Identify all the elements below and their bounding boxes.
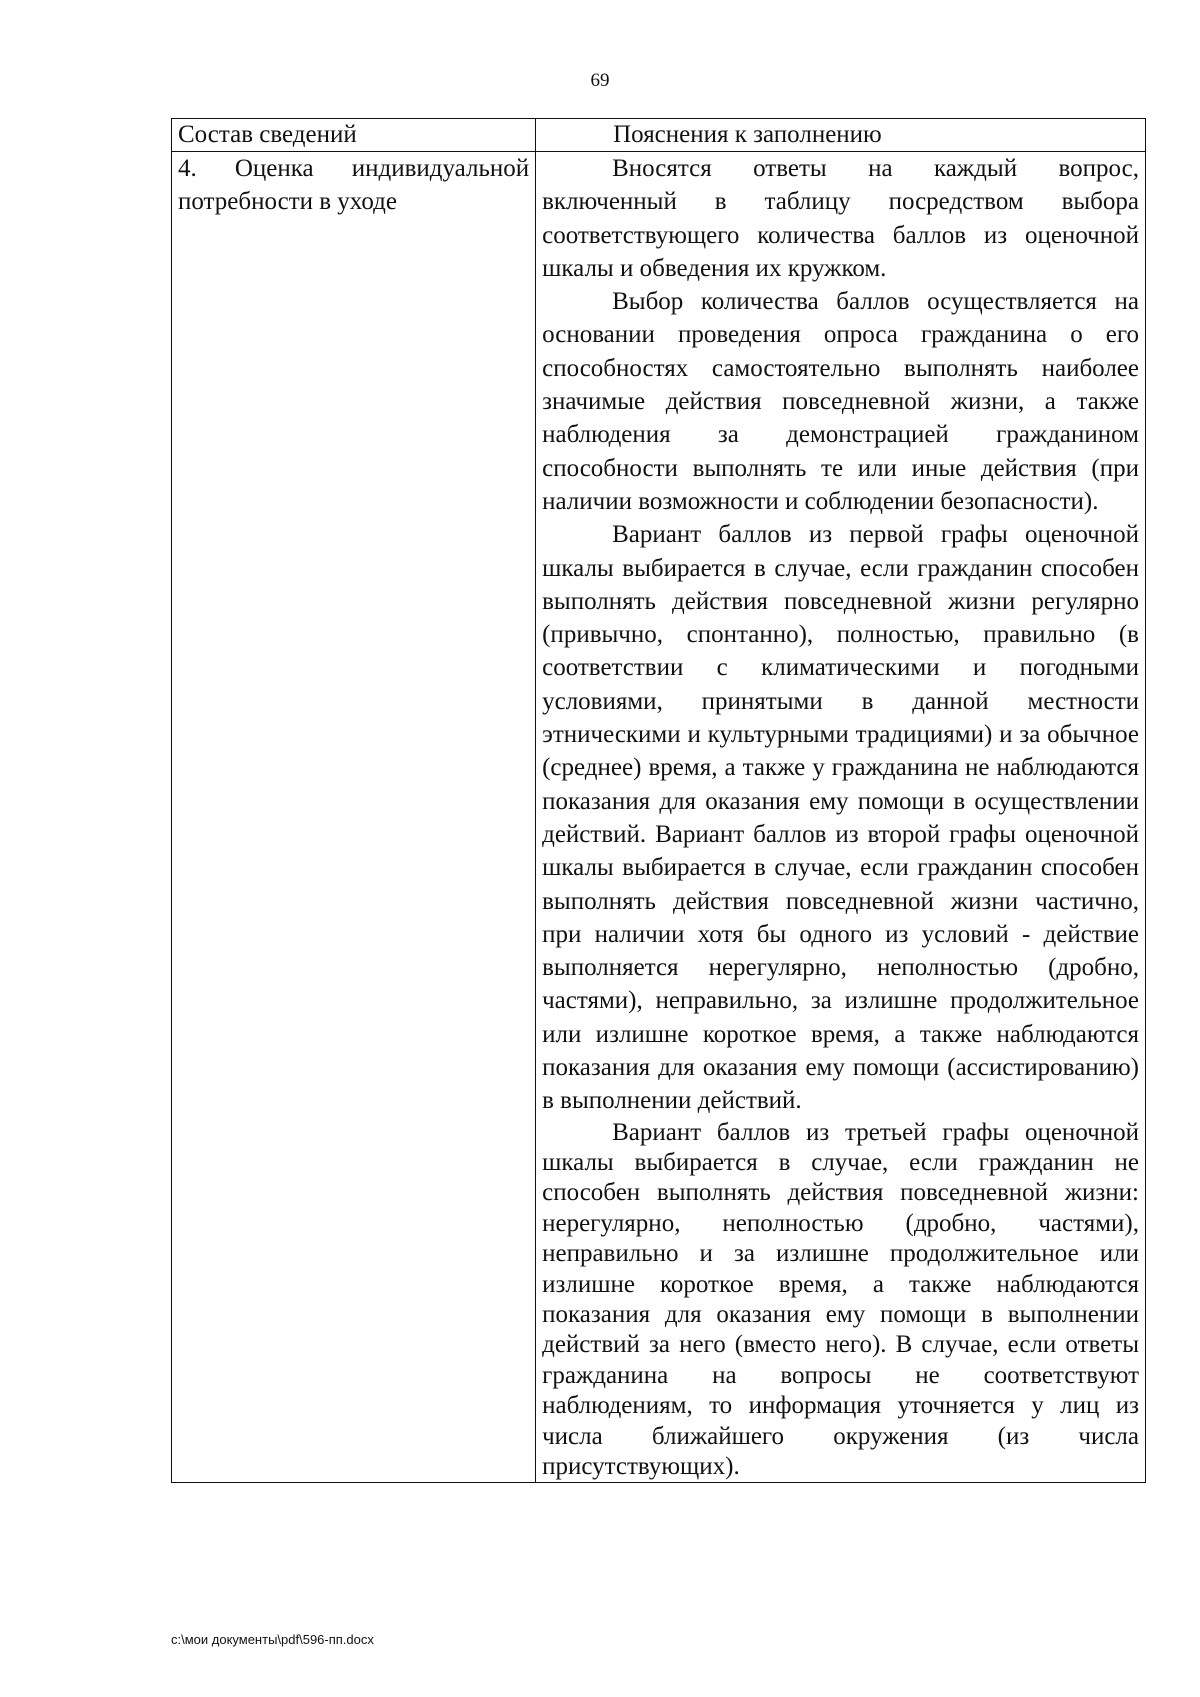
- header-cell-composition: Состав сведений: [172, 119, 536, 152]
- explanation-paragraph-1: Вносятся ответы на каждый вопрос, включенный в таблицу посредством выбора соответствующего количества баллов из оценочной шкалы и обведения их кружком.: [542, 155, 1139, 282]
- table-row: [172, 152, 1146, 1483]
- explanation-paragraph-3: Вариант баллов из первой графы оценочной шкалы выбирается в случае, если гражданин способен выполнять действия повседневной жизни регулярно (привычно, спонтанно), полностью, правильно (в соответствии с климатическими и погодными условиями, принятыми в данной местности этническими и культурными традициями) и за обычное (среднее) время, а также у гражданина не наблюдаются показания для оказания ему помощи в осуществлении действий. Вариант баллов из второй графы оценочной шкалы выбирается в случае, если гражданин способен выполнять действия повседневной жизни частично, при наличии хотя бы одного из условий - действие выполняется нерегулярно, неполностью (дробно, частями), неправильно, за излишне продолжительное или излишне короткое время, а также наблюдаются показания для оказания ему помощи (ассистированию) в выполнении действий.: [542, 521, 1139, 1115]
- row-explanation-cell: [536, 152, 1146, 1483]
- explanation-table: [171, 118, 1146, 1483]
- footer-file-path: c:\мои документы\pdf\596-пп.docx: [171, 1632, 374, 1647]
- header-cell-explanations: Пояснения к заполнению: [536, 119, 1146, 152]
- table-header-row: [172, 119, 1146, 152]
- row-label-text: 4. Оценка индивидуальной потребности в уходе: [178, 155, 530, 216]
- page-number: 69: [590, 70, 610, 91]
- explanation-paragraph-2: Выбор количества баллов осуществляется на основании проведения опроса гражданина о его способностях самостоятельно выполнять наиболее значимые действия повседневной жизни, а также наблюдения за демонстрацией гражданином способности выполнять те или иные действия (при наличии возможности и соблюдении безопасности).: [542, 288, 1139, 515]
- row-label-cell: [172, 152, 536, 1483]
- explanation-paragraph-4: Вариант баллов из третьей графы оценочной шкалы выбирается в случае, если гражданин не способен выполнять действия повседневной жизни: нерегулярно, неполностью (дробно, частями), неправильно и за излишне продолжительное или излишне короткое время, а также наблюдаются показания для оказания ему помощи в выполнении действий за него (вместо него). В случае, если ответы гражданина на вопросы не соответствуют наблюдениям, то информация уточняется у лиц из числа ближайшего окружения (из числа присутствующих).: [542, 1118, 1139, 1481]
